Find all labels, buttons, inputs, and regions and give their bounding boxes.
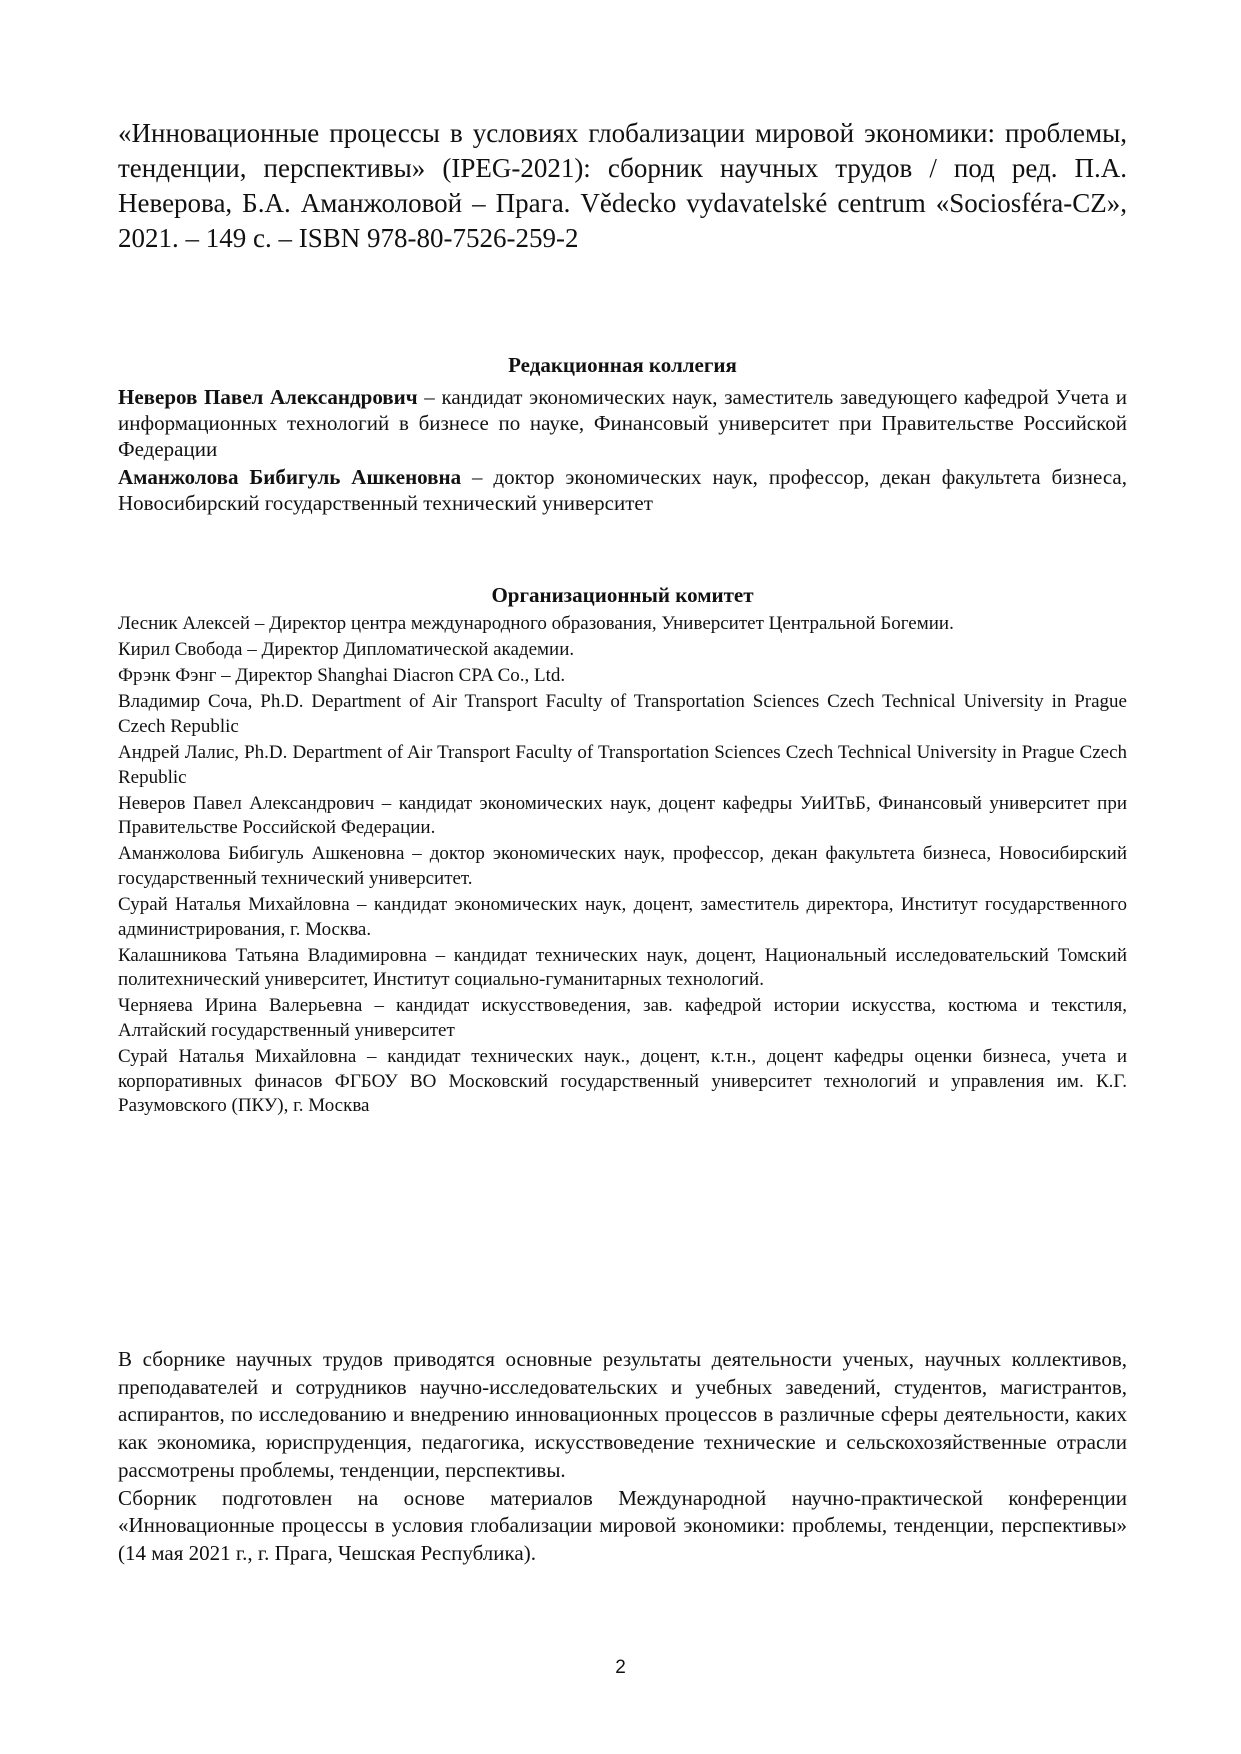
committee-member: Неверов Павел Александрович – кандидат экономических наук, доцент кафедры УиИТвБ, Финансовый университет при Правительстве Российской Федерации. <box>118 792 1127 839</box>
committee-member: Кирил Свобода – Директор Дипломатической академии. <box>118 639 575 661</box>
editorial-board-member <box>118 384 1127 462</box>
editorial-board-heading: Редакционная коллегия <box>508 353 737 377</box>
committee-member: Владимир Соча, Ph.D. Department of Air Transport Faculty of Transportation Sciences Czech Technical University in Prague Czech Republic <box>118 691 1127 737</box>
committee-member: Фрэнк Фэнг – Директор Shanghai Diacron CPA Co., Ltd. <box>118 665 566 687</box>
organizing-committee-heading: Организационный комитет <box>491 583 754 607</box>
member-description: – доктор экономических наук, профессор, декан факультета бизнеса, Новосибирский государственный технический университет <box>118 465 1127 515</box>
committee-member: Сурай Наталья Михайловна – кандидат технических наук., доцент, к.т.н., доцент кафедры оценки бизнеса, учета и корпоративных финасов ФГБОУ ВО Московский государственный университет технологий и управления им. К.Г. Разумовского (ПКУ), г. Москва <box>118 1046 1127 1117</box>
collection-summary <box>118 1346 1127 1568</box>
organizing-committee-list <box>118 612 1127 1120</box>
bibliographic-citation: «Инновационные процессы в условиях глобализации мировой экономики: проблемы, тенденции, перспективы» (IPEG-2021): сборник научных трудов / под ред. П.А. Неверова, Б.А. Аманжоловой – Прага. Vědecko vydavatelské centrum «Sociosféra-CZ», 2021. – 149 с. – ISBN 978-80-7526-259-2 <box>118 118 1127 253</box>
committee-member: Черняева Ирина Валерьевна – кандидат искусствоведения, зав. кафедрой истории искусства, костюма и текстиля, Алтайский государственный университет <box>118 995 1127 1041</box>
member-name: Аманжолова Бибигуль Ашкеновна <box>118 465 462 489</box>
page-number: 2 <box>615 1657 626 1678</box>
committee-member: Андрей Лалис, Ph.D. Department of Air Transport Faculty of Transportation Sciences Czech Technical University in Prague Czech Republic <box>118 741 1127 788</box>
committee-member: Сурай Наталья Михайловна – кандидат экономических наук, доцент, заместитель директора, Институт государственного администрирования, г. Москва. <box>118 894 1127 940</box>
summary-paragraph: В сборнике научных трудов приводятся основные результаты деятельности ученых, научных коллективов, преподавателей и сотрудников научно-исследовательских и учебных заведений, студентов, магистрантов, аспирантов, по исследованию и внедрению инновационных процессов в различные сферы деятельности, каких как экономика, юриспруденция, педагогика, искусствоведение технические и сельскохозяйственные отрасли рассмотрены проблемы, тенденции, перспективы. <box>118 1347 1127 1482</box>
committee-member: Калашникова Татьяна Владимировна – кандидат технических наук, доцент, Национальный исследовательский Томский политехнический университет, Институт социально-гуманитарных технологий. <box>118 944 1127 991</box>
member-description: – кандидат экономических наук, заместитель заведующего кафедрой Учета и информационных технологий в бизнесе по науке, Финансовый университет при Правительстве Российской Федерации <box>118 385 1127 461</box>
summary-paragraph: Сборник подготовлен на основе материалов Международной научно-практической конференции «Инновационные процессы в условия глобализации мировой экономики: проблемы, тенденции, перспективы» (14 мая 2021 г., г. Прага, Чешская Республика). <box>118 1485 1127 1565</box>
editorial-board-list <box>118 384 1127 518</box>
member-name: Неверов Павел Александрович <box>118 385 418 409</box>
editorial-board-member <box>118 464 1127 516</box>
committee-member: Лесник Алексей – Директор центра международного образования, Университет Центральной Богемии. <box>118 613 954 634</box>
committee-member: Аманжолова Бибигуль Ашкеновна – доктор экономических наук, профессор, декан факультета бизнеса, Новосибирский государственный технический университет. <box>118 843 1127 889</box>
